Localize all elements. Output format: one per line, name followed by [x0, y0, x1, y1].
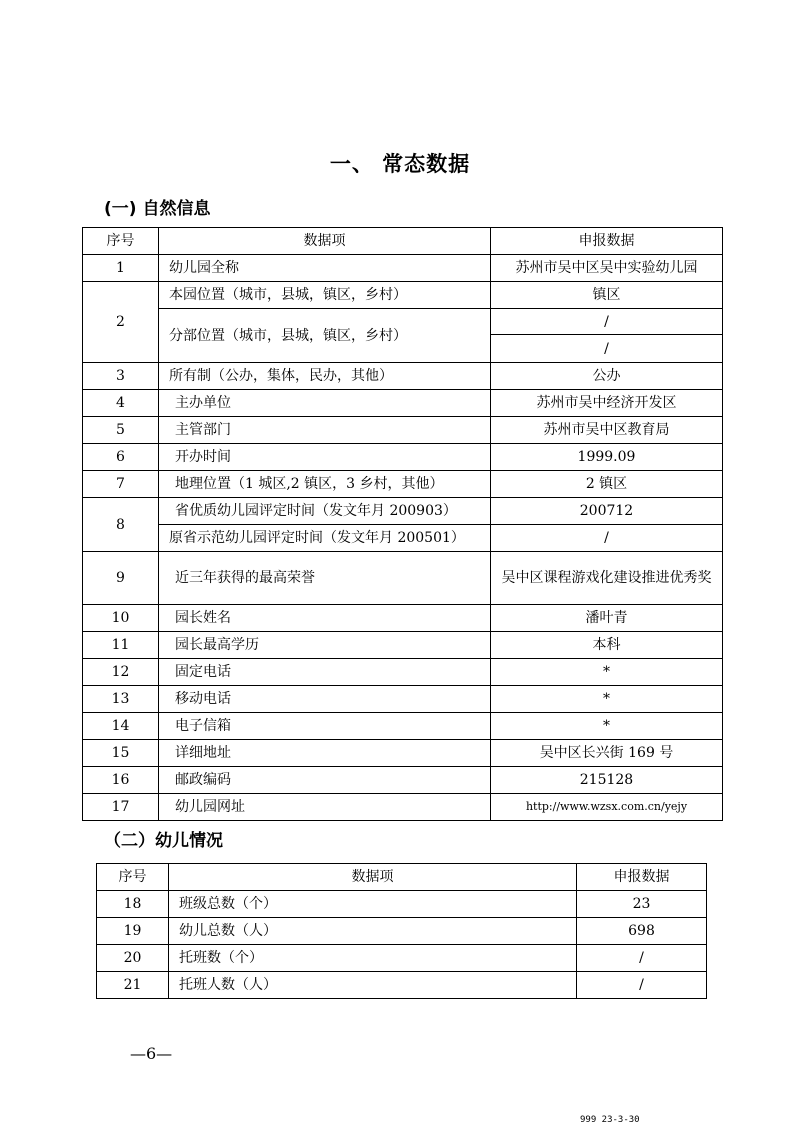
table-row [83, 363, 723, 390]
row-value: / [577, 945, 707, 972]
row-item: 所有制（公办，集体，民办，其他） [159, 363, 491, 390]
row-value: 公办 [491, 363, 723, 390]
table-row [83, 471, 723, 498]
natural-info-table [82, 227, 723, 821]
table-row [83, 713, 723, 740]
table-header-row [97, 864, 707, 891]
row-value: * [491, 686, 723, 713]
row-item: 托班人数（人） [169, 972, 577, 999]
header-cell-no: 序号 [83, 228, 159, 255]
table-row [83, 552, 723, 605]
table-row [83, 794, 723, 821]
row-item: 邮政编码 [159, 767, 491, 794]
table-row [83, 282, 723, 309]
row-no: 20 [97, 945, 169, 972]
table-row [83, 417, 723, 444]
row-no: 16 [83, 767, 159, 794]
section-heading-natural-info: (一) 自然信息 [104, 199, 211, 219]
row-item: 省优质幼儿园评定时间（发文年月 200903） [159, 498, 491, 525]
row-item: 园长最高学历 [159, 632, 491, 659]
row-value: 1999.09 [491, 444, 723, 471]
section-heading-children-info: （二）幼儿情况 [104, 831, 223, 851]
row-value: 潘叶青 [491, 605, 723, 632]
row-item: 班级总数（个） [169, 891, 577, 918]
row-value: 镇区 [491, 282, 723, 309]
row-item: 原省示范幼儿园评定时间（发文年月 200501） [159, 525, 491, 552]
table-header-row [83, 228, 723, 255]
row-no: 13 [83, 686, 159, 713]
row-item: 分部位置（城市，县城，镇区，乡村） [159, 309, 491, 363]
row-value: 苏州市吴中区教育局 [491, 417, 723, 444]
row-item: 托班数（个） [169, 945, 577, 972]
page-title: 一、 常态数据 [329, 152, 471, 176]
table-row [83, 659, 723, 686]
row-no: 8 [83, 498, 159, 552]
header-cell-item: 数据项 [159, 228, 491, 255]
row-no: 15 [83, 740, 159, 767]
row-value: 215128 [491, 767, 723, 794]
row-value: / [491, 309, 723, 335]
row-value: / [491, 525, 723, 552]
row-value: 吴中区长兴街 169 号 [491, 740, 723, 767]
table-row [83, 444, 723, 471]
row-value: * [491, 713, 723, 740]
header-cell-value: 申报数据 [577, 864, 707, 891]
row-no: 3 [83, 363, 159, 390]
table-row [97, 918, 707, 945]
row-no: 9 [83, 552, 159, 605]
children-info-table [96, 863, 707, 999]
row-value: / [491, 335, 723, 363]
row-no: 18 [97, 891, 169, 918]
row-item: 开办时间 [159, 444, 491, 471]
table-row [83, 390, 723, 417]
row-no: 4 [83, 390, 159, 417]
row-item: 幼儿园网址 [159, 794, 491, 821]
row-value: 2 镇区 [491, 471, 723, 498]
row-no: 17 [83, 794, 159, 821]
row-value: * [491, 659, 723, 686]
table-row [83, 686, 723, 713]
table-row [83, 309, 723, 335]
row-item: 电子信箱 [159, 713, 491, 740]
table-row [97, 945, 707, 972]
table-row [83, 525, 723, 552]
row-value: 吴中区课程游戏化建设推进优秀奖 [491, 552, 723, 605]
row-item: 详细地址 [159, 740, 491, 767]
row-value: / [577, 972, 707, 999]
table-row [97, 972, 707, 999]
row-no: 19 [97, 918, 169, 945]
header-cell-no: 序号 [97, 864, 169, 891]
row-no: 12 [83, 659, 159, 686]
row-item: 幼儿园全称 [159, 255, 491, 282]
row-item: 固定电话 [159, 659, 491, 686]
row-item: 园长姓名 [159, 605, 491, 632]
row-value: 本科 [491, 632, 723, 659]
row-no: 14 [83, 713, 159, 740]
row-value: 苏州市吴中经济开发区 [491, 390, 723, 417]
row-no: 2 [83, 282, 159, 363]
table-row [83, 605, 723, 632]
table-row [83, 767, 723, 794]
row-no: 7 [83, 471, 159, 498]
table-row [83, 632, 723, 659]
table-row [83, 498, 723, 525]
row-no: 10 [83, 605, 159, 632]
table-row [97, 891, 707, 918]
row-item: 幼儿总数（人） [169, 918, 577, 945]
row-value-url: http://www.wzsx.com.cn/yejy [491, 794, 723, 821]
row-item: 主管部门 [159, 417, 491, 444]
scan-stamp: 999 23-3-30 [580, 1115, 640, 1125]
row-no: 6 [83, 444, 159, 471]
row-no: 5 [83, 417, 159, 444]
row-no: 21 [97, 972, 169, 999]
header-cell-value: 申报数据 [491, 228, 723, 255]
row-value: 698 [577, 918, 707, 945]
page-number: —6— [130, 1044, 173, 1063]
row-item: 近三年获得的最高荣誉 [159, 552, 491, 605]
row-item: 地理位置（1 城区,2 镇区，3 乡村，其他） [159, 471, 491, 498]
row-value: 苏州市吴中区吴中实验幼儿园 [491, 255, 723, 282]
row-item: 本园位置（城市，县城，镇区，乡村） [159, 282, 491, 309]
header-cell-item: 数据项 [169, 864, 577, 891]
row-no: 1 [83, 255, 159, 282]
row-item: 主办单位 [159, 390, 491, 417]
row-no: 11 [83, 632, 159, 659]
row-value: 200712 [491, 498, 723, 525]
table-row [83, 740, 723, 767]
row-item: 移动电话 [159, 686, 491, 713]
table-row [83, 255, 723, 282]
row-value: 23 [577, 891, 707, 918]
